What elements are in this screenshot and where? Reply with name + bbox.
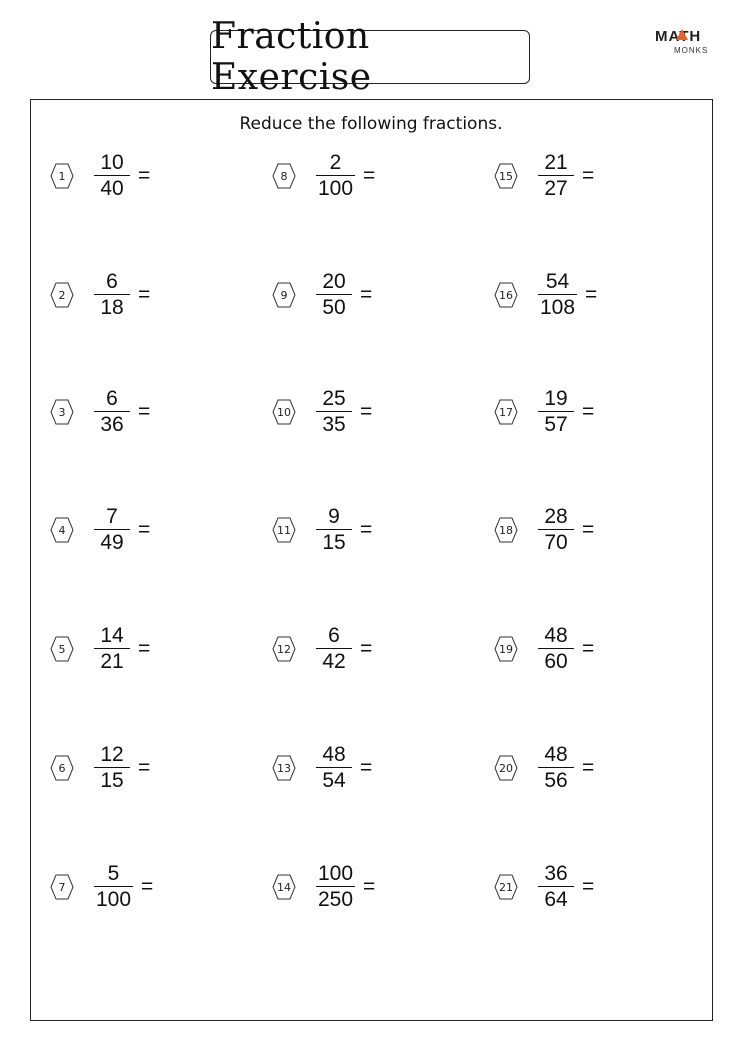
problem-number: 12 bbox=[277, 642, 291, 656]
denominator: 27 bbox=[538, 175, 574, 200]
problem-item bbox=[50, 738, 150, 798]
problem-number-badge bbox=[494, 874, 518, 900]
problem-number: 7 bbox=[58, 880, 66, 894]
problem-item bbox=[50, 265, 150, 325]
problem-item bbox=[50, 857, 153, 917]
problem-number: 9 bbox=[280, 288, 288, 302]
numerator: 6 bbox=[106, 387, 118, 410]
problem-number: 4 bbox=[58, 523, 66, 537]
denominator: 40 bbox=[94, 175, 130, 200]
problem-item bbox=[272, 500, 372, 560]
problem-number-badge bbox=[50, 755, 74, 781]
fraction bbox=[94, 863, 133, 911]
fraction bbox=[94, 152, 130, 200]
problem-number-badge bbox=[272, 163, 296, 189]
problem-number-badge bbox=[272, 282, 296, 308]
numerator: 20 bbox=[322, 270, 346, 293]
equals-sign: = bbox=[582, 518, 595, 541]
numerator: 6 bbox=[328, 624, 340, 647]
problem-item bbox=[494, 857, 594, 917]
numerator: 2 bbox=[329, 151, 342, 174]
denominator: 100 bbox=[318, 177, 354, 200]
fraction bbox=[316, 744, 352, 792]
numerator: 36 bbox=[544, 862, 568, 885]
fraction bbox=[538, 271, 577, 319]
problem-item bbox=[272, 738, 372, 798]
numerator: 21 bbox=[544, 151, 568, 174]
fraction bbox=[538, 388, 574, 436]
problem-number: 5 bbox=[58, 642, 66, 656]
fraction bbox=[316, 506, 352, 554]
numerator: 48 bbox=[544, 743, 568, 766]
equals-sign: = bbox=[360, 637, 373, 660]
fraction bbox=[316, 388, 352, 436]
fraction bbox=[538, 506, 574, 554]
problem-number-badge bbox=[50, 874, 74, 900]
fraction bbox=[94, 271, 130, 319]
problem-number-badge bbox=[272, 755, 296, 781]
problem-number-badge bbox=[272, 517, 296, 543]
problem-item bbox=[272, 146, 375, 206]
denominator: 54 bbox=[316, 767, 352, 792]
problem-number: 11 bbox=[277, 523, 291, 537]
problem-number: 8 bbox=[280, 169, 288, 183]
numerator: 9 bbox=[328, 505, 340, 528]
problem-item bbox=[494, 146, 594, 206]
equals-sign: = bbox=[582, 637, 595, 660]
logo-triangle-icon bbox=[676, 29, 688, 40]
instruction-text: Reduce the following fractions. bbox=[239, 114, 503, 134]
problem-number-badge bbox=[494, 163, 518, 189]
equals-sign: = bbox=[582, 400, 595, 423]
problem-number-badge bbox=[50, 282, 74, 308]
problem-number: 21 bbox=[499, 880, 513, 894]
numerator: 100 bbox=[318, 862, 354, 885]
denominator: 250 bbox=[318, 888, 354, 911]
numerator: 19 bbox=[544, 387, 568, 410]
problem-number-badge bbox=[50, 517, 74, 543]
problem-number-badge bbox=[50, 636, 74, 662]
equals-sign: = bbox=[138, 518, 151, 541]
fraction bbox=[94, 388, 130, 436]
numerator: 14 bbox=[100, 624, 124, 647]
problem-number-badge bbox=[494, 282, 518, 308]
equals-sign: = bbox=[360, 756, 373, 779]
numerator: 25 bbox=[322, 387, 346, 410]
mathmonks-logo bbox=[655, 28, 717, 60]
equals-sign: = bbox=[360, 283, 373, 306]
denominator: 21 bbox=[94, 648, 130, 673]
problem-number: 14 bbox=[277, 880, 291, 894]
equals-sign: = bbox=[138, 400, 151, 423]
fraction bbox=[316, 152, 355, 200]
problem-number: 18 bbox=[499, 523, 513, 537]
problem-number: 13 bbox=[277, 761, 291, 775]
denominator: 64 bbox=[538, 886, 574, 911]
fraction bbox=[316, 863, 355, 911]
problem-number: 1 bbox=[58, 169, 66, 183]
denominator: 36 bbox=[94, 411, 130, 436]
denominator: 70 bbox=[538, 529, 574, 554]
fraction bbox=[538, 744, 574, 792]
problem-number-badge bbox=[494, 517, 518, 543]
fraction bbox=[316, 625, 352, 673]
problem-item bbox=[494, 500, 594, 560]
numerator: 48 bbox=[544, 624, 568, 647]
denominator: 50 bbox=[316, 294, 352, 319]
equals-sign: = bbox=[360, 518, 373, 541]
denominator: 15 bbox=[316, 529, 352, 554]
fraction bbox=[538, 863, 574, 911]
equals-sign: = bbox=[141, 875, 154, 898]
numerator: 5 bbox=[107, 862, 120, 885]
fraction bbox=[94, 744, 130, 792]
denominator: 42 bbox=[316, 648, 352, 673]
problem-number-badge bbox=[272, 874, 296, 900]
denominator: 100 bbox=[96, 888, 132, 911]
equals-sign: = bbox=[138, 637, 151, 660]
equals-sign: = bbox=[582, 875, 595, 898]
problem-number: 20 bbox=[499, 761, 513, 775]
denominator: 35 bbox=[316, 411, 352, 436]
fraction bbox=[316, 271, 352, 319]
title-box bbox=[210, 16, 530, 98]
problem-item bbox=[494, 265, 597, 325]
equals-sign: = bbox=[138, 164, 151, 187]
problem-number-badge bbox=[494, 755, 518, 781]
problem-item bbox=[272, 857, 375, 917]
problem-number-badge bbox=[272, 636, 296, 662]
problem-number: 3 bbox=[58, 405, 66, 419]
denominator: 49 bbox=[94, 529, 130, 554]
problem-item bbox=[272, 382, 372, 442]
fraction bbox=[94, 506, 130, 554]
equals-sign: = bbox=[582, 756, 595, 779]
problem-item bbox=[494, 382, 594, 442]
fraction bbox=[94, 625, 130, 673]
problem-item bbox=[50, 382, 150, 442]
problem-item bbox=[494, 738, 594, 798]
numerator: 28 bbox=[544, 505, 568, 528]
problem-item bbox=[272, 265, 372, 325]
problem-number-badge bbox=[50, 163, 74, 189]
equals-sign: = bbox=[585, 283, 598, 306]
numerator: 12 bbox=[100, 743, 124, 766]
numerator: 7 bbox=[106, 505, 118, 528]
problem-number-badge bbox=[272, 399, 296, 425]
problem-number: 19 bbox=[499, 642, 513, 656]
equals-sign: = bbox=[138, 283, 151, 306]
equals-sign: = bbox=[360, 400, 373, 423]
equals-sign: = bbox=[363, 875, 376, 898]
problem-number: 2 bbox=[58, 288, 66, 302]
problem-item bbox=[50, 500, 150, 560]
equals-sign: = bbox=[582, 164, 595, 187]
problem-item bbox=[272, 619, 372, 679]
page-title: Fraction Exercise bbox=[211, 16, 372, 98]
denominator: 60 bbox=[538, 648, 574, 673]
denominator: 56 bbox=[538, 767, 574, 792]
numerator: 54 bbox=[545, 270, 570, 293]
problem-item bbox=[494, 619, 594, 679]
problem-number: 17 bbox=[499, 405, 513, 419]
fraction bbox=[538, 152, 574, 200]
equals-sign: = bbox=[138, 756, 151, 779]
denominator: 15 bbox=[94, 767, 130, 792]
problem-item bbox=[50, 619, 150, 679]
logo-text: MATH bbox=[655, 28, 702, 45]
denominator: 108 bbox=[540, 296, 576, 319]
denominator: 57 bbox=[538, 411, 574, 436]
numerator: 6 bbox=[106, 270, 118, 293]
denominator: 18 bbox=[94, 294, 130, 319]
logo-subtext: MONKS bbox=[674, 46, 709, 55]
numerator: 10 bbox=[100, 151, 124, 174]
numerator: 48 bbox=[322, 743, 346, 766]
problem-number-badge bbox=[494, 636, 518, 662]
problem-item bbox=[50, 146, 150, 206]
equals-sign: = bbox=[363, 164, 376, 187]
problem-number: 16 bbox=[499, 288, 513, 302]
problem-number: 6 bbox=[58, 761, 66, 775]
fraction bbox=[538, 625, 574, 673]
problem-number-badge bbox=[494, 399, 518, 425]
problem-number: 15 bbox=[499, 169, 513, 183]
problem-number-badge bbox=[50, 399, 74, 425]
problem-number: 10 bbox=[277, 405, 291, 419]
